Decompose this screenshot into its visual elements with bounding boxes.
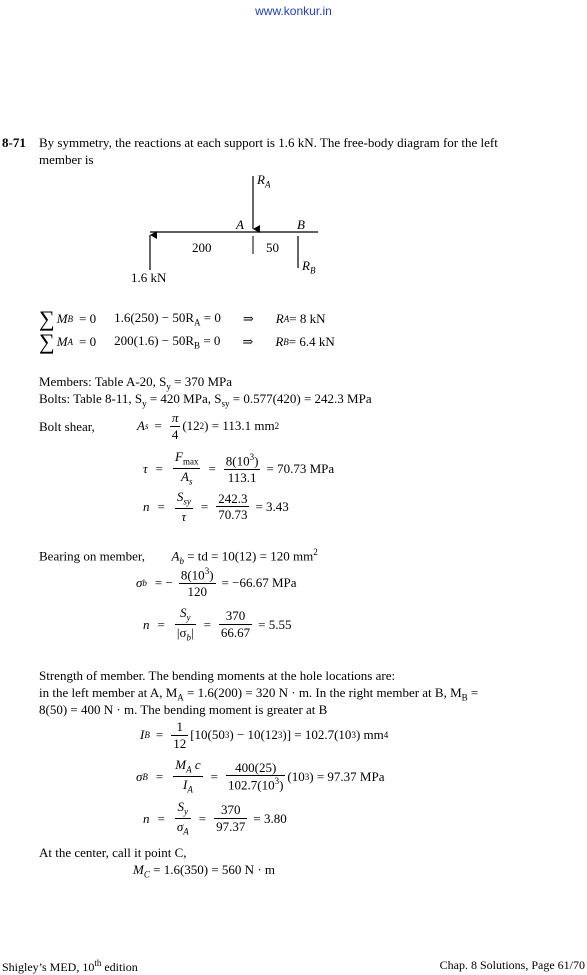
bolt-shear-label: Bolt shear, — [39, 419, 95, 434]
tau-equation: τ = $\frac{F_{max}}{A_s}$ = $\frac{8(10^3)}{113.1}$ = 70.73 MPa — [143, 449, 335, 487]
members-line: Members: Table A-20, $S_y = 370$ MPa — [39, 374, 233, 392]
sigma-b-equation: σ b = − $\frac{8(10^3)}{120}$ = −66.67 MPa — [136, 566, 297, 599]
dim-50: 50 — [266, 240, 279, 255]
strength-line-2: in the left member at A, $M_A = 1.6(200) = 320$ N · m. In the right member at B, $M_B$ = — [39, 685, 479, 703]
moment-eq-b: ∑ M B = 0 $1.6(250) - 50R_A = 0$ ⇒ R A = 8 kN — [39, 306, 326, 331]
as-equation: A s = $\frac{\pi}{4}$ (12 2 ) = 113.1 mm 2 — [137, 410, 280, 442]
center-line: At the center, call it point C, — [39, 845, 187, 860]
mc-equation: $M_C = 1.6(350) = 560$ N · m — [133, 862, 276, 880]
sigma-sum-icon: ∑ — [39, 329, 55, 354]
left-force-label: 1.6 kN — [131, 270, 167, 285]
sigma-sum-icon: ∑ — [39, 306, 55, 331]
footer-left: Shigley’s MED, 10th edition — [2, 958, 138, 974]
moment-eq-a: ∑ M A = 0 $200(1.6) - 50R_B = 0$ ⇒ R B = 6.4 kN — [39, 329, 335, 354]
free-body-diagram — [0, 0, 587, 300]
intro-line-2: member is — [39, 152, 94, 167]
intro-line-1: By symmetry, the reactions at each support is 1.6 kN. The free-body diagram for the left — [39, 135, 498, 150]
label-rb: $R_B$ — [302, 258, 316, 276]
label-ra: $R_A$ — [257, 172, 271, 190]
label-b: B — [297, 217, 305, 232]
dim-200: 200 — [192, 240, 212, 255]
ib-equation: I B = $\frac{1}{12}$ [10(50 3 ) − 10(12 3 )] = 102.7(10 3 ) mm 4 — [140, 719, 389, 751]
n-bearing-equation: n = $\frac{S_y}{|\sigma_b|}$ = $\frac{370}{66.67}$ = 5.55 — [143, 605, 292, 643]
problem-number: 8-71 — [2, 135, 26, 150]
header-url[interactable]: www.konkur.in — [255, 4, 332, 18]
footer-right: Chap. 8 Solutions, Page 61/70 — [439, 958, 585, 972]
strength-line-3: 8(50) = 400 N · m. The bending moment is greater at B — [39, 702, 328, 717]
bearing-line: Bearing on member, $A_b$ = td = 10(12) = 120 $mm^2$ — [39, 547, 318, 566]
n-strength-equation: n = $\frac{S_y}{\sigma_A}$ = $\frac{370}{97.37}$ = 3.80 — [143, 799, 287, 837]
n-shear-equation: n = $\frac{S_{sy}}{\tau}$ = $\frac{242.3}{70.73}$ = 3.43 — [143, 489, 289, 525]
sigma-B-equation: σ B = $\frac{M_A c}{I_A}$ = $\frac{400(25)}{102.7(10^3)}$ (10 3 ) = 97.37 MPa — [136, 757, 385, 795]
label-a: A — [236, 217, 244, 232]
bolts-line: Bolts: Table 8-11, $S_y = 420$ MPa, $S_{sy} = 0.577(420) = 242.3$ MPa — [39, 391, 372, 409]
strength-line-1: Strength of member. The bending moments at the hole locations are: — [39, 668, 396, 683]
